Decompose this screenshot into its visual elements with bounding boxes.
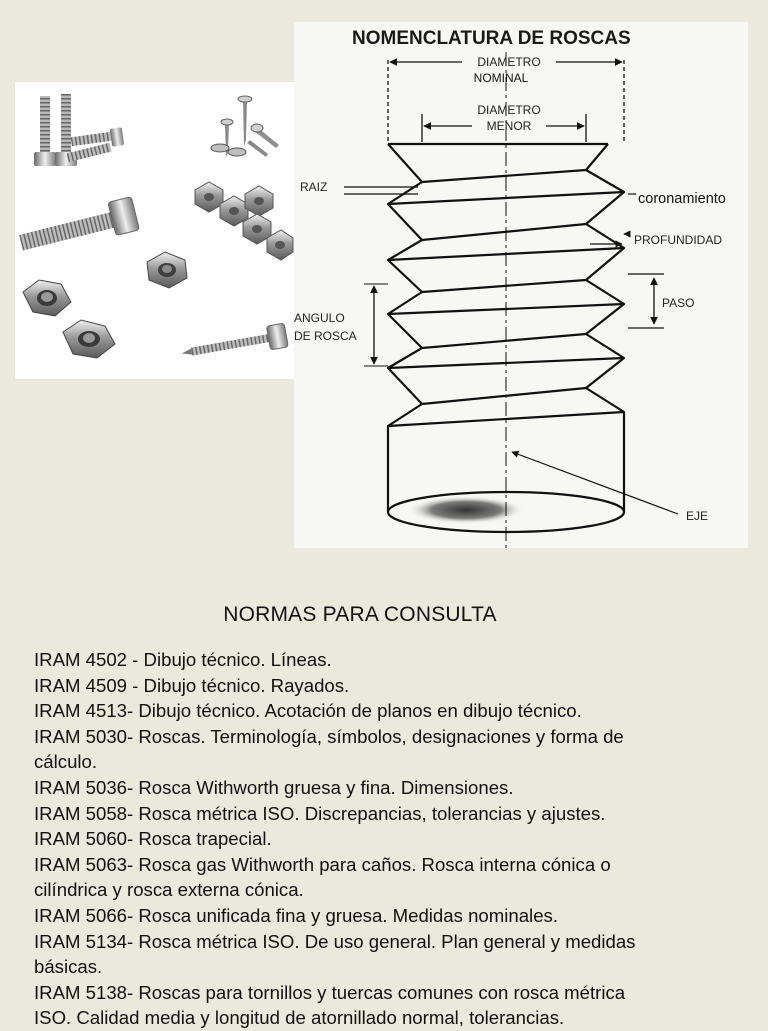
norm-line: IRAM 4513- Dibujo técnico. Acotación de planos en dibujo técnico. — [34, 700, 582, 722]
norm-line: ISO. Calidad media y longitud de atornillado normal, tolerancias. — [34, 1007, 565, 1029]
section-title: NORMAS PARA CONSULTA — [223, 603, 497, 626]
norms-list — [34, 647, 734, 1031]
label-diametro-menor-1: DIAMETRO — [477, 103, 541, 117]
label-angulo-1: ANGULO — [294, 311, 345, 325]
norm-line: IRAM 4502 - Dibujo técnico. Líneas. — [34, 649, 332, 670]
norm-line: IRAM 5063- Rosca gas Withworth para caños. Rosca interna cónica o — [34, 853, 611, 875]
thread-diagram-svg — [294, 22, 748, 548]
thread-nomenclature-diagram — [294, 22, 748, 548]
label-diametro: DIAMETRO — [477, 55, 541, 69]
fasteners-illustration — [15, 82, 295, 379]
label-eje: EJE — [686, 509, 709, 523]
norm-line: IRAM 5060- Rosca trapecial. — [34, 828, 272, 850]
label-angulo-2: DE ROSCA — [294, 329, 357, 343]
norm-line: IRAM 5036- Rosca Withworth gruesa y fina. Dimensiones. — [34, 776, 514, 798]
label-profundidad: PROFUNDIDAD — [634, 233, 723, 247]
nuts-bottom-left — [23, 280, 115, 358]
screw-self-drilling — [180, 323, 289, 365]
norm-line: básicas. — [34, 956, 103, 978]
nut-center — [147, 252, 187, 288]
label-raiz: RAIZ — [300, 180, 328, 194]
fasteners-photo — [15, 82, 295, 379]
bolt-vertical-1 — [34, 96, 56, 166]
bolt-diagonal-small — [67, 127, 125, 162]
norm-line: IRAM 5066- Rosca unificada fina y gruesa. Medidas nominales. — [34, 904, 558, 926]
label-coronamiento: coronamiento — [638, 191, 726, 207]
screws-cluster — [211, 96, 279, 157]
norm-line: cálculo. — [34, 751, 98, 773]
label-paso: PASO — [662, 296, 695, 310]
norm-line: cilíndrica y rosca externa cónica. — [34, 879, 304, 901]
norm-line: IRAM 5030- Roscas. Terminología, símbolos, designaciones y forma de — [34, 725, 624, 747]
norm-line: IRAM 5134- Rosca métrica ISO. De uso general. Plan general y medidas — [34, 930, 636, 952]
label-nominal: NOMINAL — [473, 71, 529, 85]
label-diametro-menor-2: MENOR — [486, 119, 532, 133]
norm-line: IRAM 5138- Roscas para tornillos y tuercas comunes con rosca métrica — [34, 981, 626, 1003]
norm-line: IRAM 4509 - Dibujo técnico. Rayados. — [34, 674, 350, 696]
bolt-horizontal — [17, 197, 140, 259]
norm-line: IRAM 5058- Rosca métrica ISO. Discrepancias, tolerancias y ajustes. — [34, 802, 606, 824]
nut-cluster — [195, 182, 293, 260]
diagram-title: NOMENCLATURA DE ROSCAS — [352, 28, 631, 49]
